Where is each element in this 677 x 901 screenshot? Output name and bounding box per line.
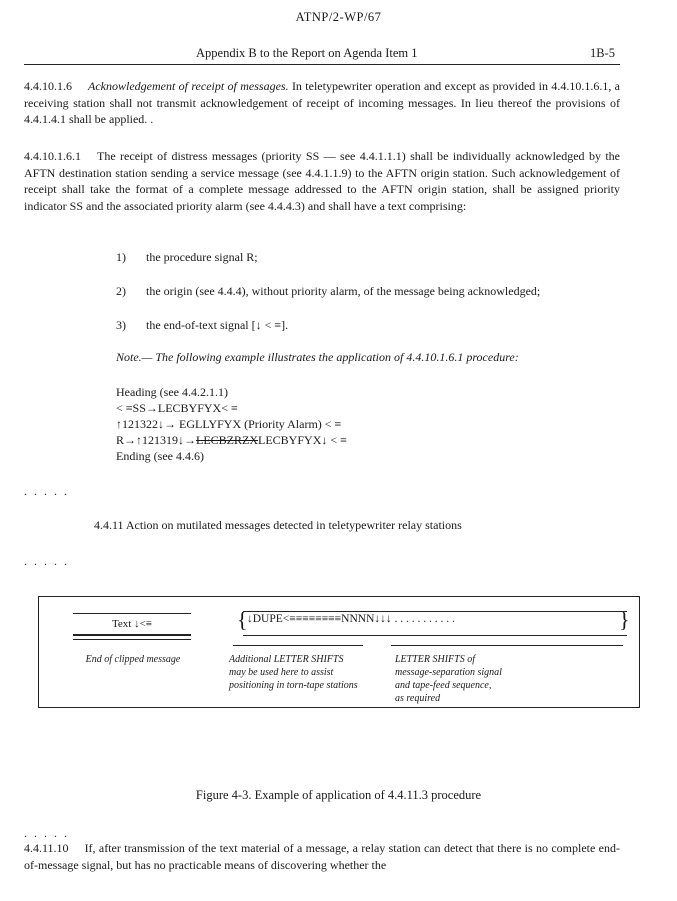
tape-break-right-icon: } (619, 607, 630, 632)
tape-edge (73, 639, 191, 640)
paragraph-4-4-11-10 (24, 840, 620, 873)
list-number: 3) (116, 318, 126, 332)
section-number: 4.4.11.10 (24, 841, 69, 855)
paragraph-text: In teletypewriter operation and except as provided in 4.4.10.1.6.1, a receiving station shall not transmit acknowledgement of receipt of incoming messages. In lieu thereof the provisions of 4.4.1.4.1 shall be applied. . (24, 79, 620, 126)
ellipsis: . . . . . (24, 826, 69, 840)
page-number: 1B-5 (590, 46, 615, 60)
tape-edge (243, 635, 627, 636)
tape-break-left-icon: { (237, 607, 248, 632)
tape-edge (243, 611, 627, 612)
list-item (116, 318, 288, 333)
list-item (116, 284, 540, 299)
ellipsis: . . . . . (24, 554, 69, 568)
paragraph-4-4-10-1-6-1 (24, 148, 620, 214)
label-line: message-separation signal (395, 667, 502, 678)
section-number: 4.4.10.1.6.1 (24, 149, 81, 163)
note: Note.— The following example illustrates the application of 4.4.10.1.6.1 procedure: (116, 350, 519, 364)
example-line (116, 432, 347, 448)
document-code: ATNP/2-WP/67 (295, 10, 382, 24)
list-number: 1) (116, 250, 126, 264)
list-text: the end-of-text signal [↓ < ≡]. (146, 318, 289, 332)
figure-caption: Figure 4-3. Example of application of 4.4.11.3 procedure (195, 788, 482, 802)
example-part: LECBYFYX↓ < ≡ (258, 433, 347, 447)
paragraph-text: The receipt of distress messages (priority SS — see 4.4.1.1.1) shall be individually acknowledged by the AFTN destination station sending a service message (see 4.4.1.1.9) to the AFTN origin station. Such acknowledgement of receipt shall take the format of a complete message addressed to the AFTN origin station, shall be assigned priority indicator SS and the associated priority alarm (see 4.4.4.3) and shall have a text comprising: (24, 149, 620, 213)
label-letter-shifts (395, 653, 545, 705)
list-text: the origin (see 4.4.4), without priority alarm, of the message being acknowledged; (146, 284, 541, 298)
label-line: as required (395, 693, 441, 704)
bracket-line (391, 645, 623, 646)
section-4-4-11-heading: 4.4.11 Action on mutilated messages detected in teletypewriter relay stations (94, 518, 462, 532)
header-rule (24, 64, 620, 65)
example-part: R→↑121319↓→ (116, 433, 197, 447)
list-text: the procedure signal R; (146, 250, 258, 264)
example-ending: Ending (see 4.4.6) (116, 449, 204, 463)
clipped-text-tape: Text ↓<≡ (73, 613, 191, 636)
example-line: ↑121322↓→ EGLLYFYX (Priority Alarm) < ≡ (116, 417, 342, 431)
dupe-sequence: ↓DUPE<≡≡≡≡≡≡≡≡NNNN↓↓↓ . . . . . . . . . . . (247, 613, 455, 625)
paragraph-4-4-10-1-6 (24, 78, 620, 128)
label-additional-shifts: Additional LETTER SHIFTS may be used here to assist positioning in torn-tape stations (229, 654, 358, 691)
section-number: 4.4.10.1.6 (24, 79, 72, 93)
list-item (116, 250, 258, 265)
ellipsis: . . . . . (24, 484, 69, 498)
example-line: < ≡SS→LECBYFYX< ≡ (116, 401, 238, 415)
label-line: and tape-feed sequence, (395, 680, 492, 691)
struck-address: LECBZRZX (196, 433, 259, 447)
paragraph-text: If, after transmission of the text material of a message, a relay station can detect that there is no complete end-of-message signal, but has no practicable means of discovering whether the (24, 841, 620, 872)
bracket-line (233, 645, 363, 646)
list-number: 2) (116, 284, 126, 298)
label-line: LETTER SHIFTS of (395, 654, 476, 665)
appendix-title: Appendix B to the Report on Agenda Item 1 (196, 46, 418, 60)
section-title: Acknowledgement of receipt of messages. (88, 79, 289, 93)
figure-4-3 (38, 596, 640, 708)
example-heading: Heading (see 4.4.2.1.1) (116, 385, 228, 399)
label-end-of-clipped: End of clipped message (85, 654, 181, 665)
